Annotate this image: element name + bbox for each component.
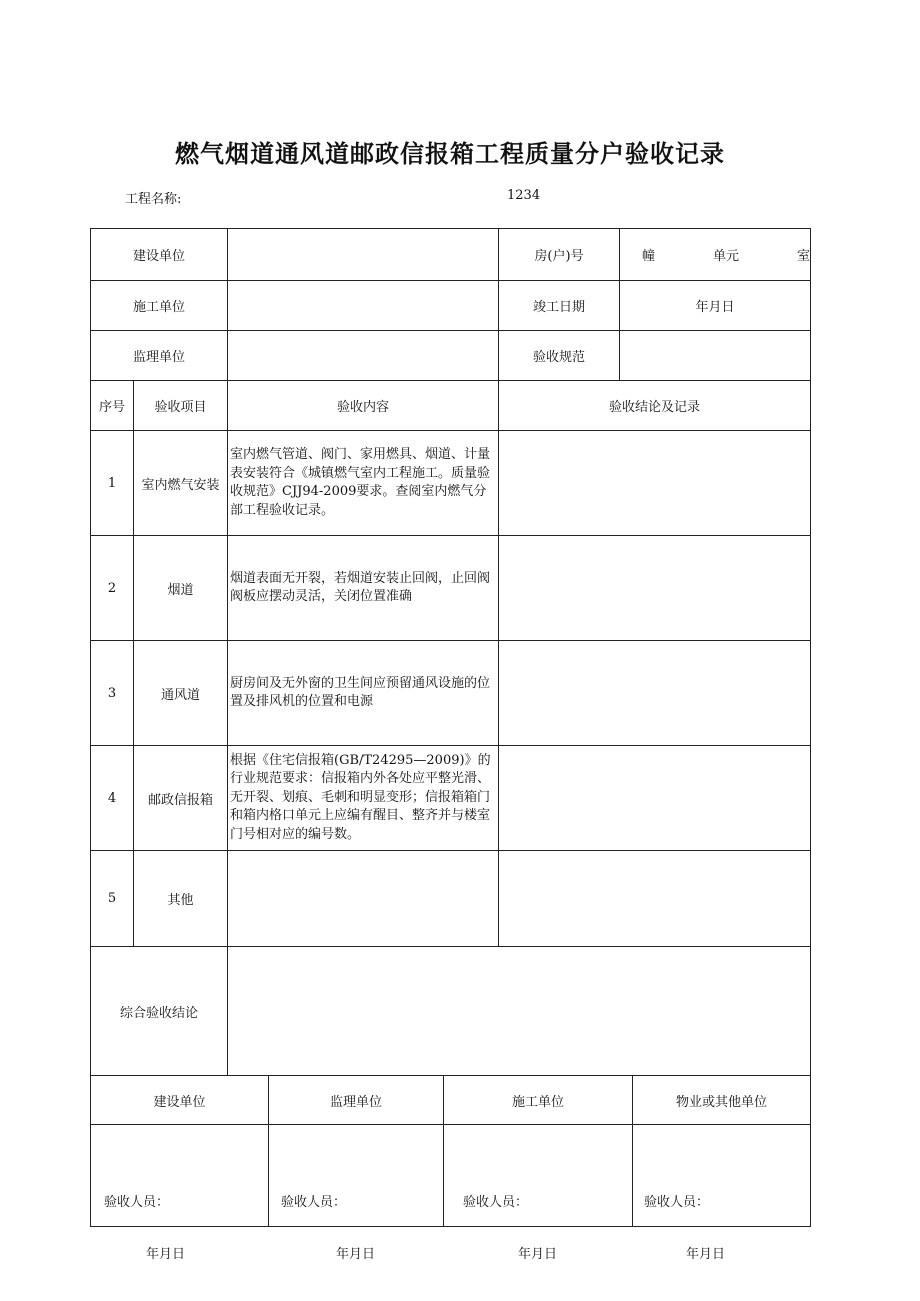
house-no-label: 房(户)号	[534, 249, 584, 264]
supervision-unit-label: 监理单位	[132, 350, 185, 365]
house-no-building: 幢	[642, 249, 656, 264]
sig-person-label: 验收人员：	[104, 1195, 170, 1210]
column-header-conclusion: 验收结论及记录	[608, 400, 700, 415]
row-5-conclusion[interactable]	[499, 851, 810, 946]
completion-date-value[interactable]: 年月日	[695, 300, 735, 315]
build-unit-label: 建设单位	[132, 249, 185, 264]
column-header-content: 验收内容	[336, 400, 389, 415]
sig-unit-build: 建设单位	[153, 1094, 206, 1110]
spec-label: 验收规范	[532, 350, 585, 365]
row-3-content: 厨房间及无外窗的卫生间应预留通风设施的位置及排风机的位置和电源	[230, 675, 491, 709]
row-4-conclusion[interactable]	[499, 746, 810, 850]
sig-unit-property: 物业或其他单位	[675, 1094, 767, 1110]
sig-block-construction[interactable]	[444, 1125, 632, 1262]
column-header-item: 验收项目	[154, 400, 207, 415]
row-3-item: 通风道	[160, 687, 200, 703]
construction-unit-label: 施工单位	[132, 300, 185, 315]
row-2-no: 2	[107, 580, 117, 596]
sig-block-build[interactable]	[91, 1125, 268, 1262]
sig-unit-supervision: 监理单位	[329, 1094, 382, 1110]
row-1-item: 室内燃气安装	[141, 477, 220, 493]
row-4-no: 4	[107, 790, 117, 806]
row-2-conclusion[interactable]	[499, 536, 810, 640]
sig-unit-construction: 施工单位	[511, 1094, 564, 1110]
row-1-conclusion[interactable]	[499, 431, 810, 535]
sig-date-label: 年月日	[686, 1247, 726, 1262]
row-1-content: 室内燃气管道、阀门、家用燃具、烟道、计量表安装符合《城镇燃气室内工程施工。质量验收规范》CJJ94-2009要求。查阅室内燃气分部工程验收记录。	[230, 447, 491, 518]
row-4-item: 邮政信报箱	[147, 792, 213, 808]
row-5-item: 其他	[167, 893, 194, 908]
spec-value[interactable]	[620, 331, 810, 380]
house-no-value[interactable]	[620, 229, 810, 280]
row-1-no: 1	[107, 475, 117, 491]
row-3-conclusion[interactable]	[499, 641, 810, 745]
column-header-no: 序号	[98, 400, 125, 415]
house-no-unit: 单元	[712, 249, 739, 264]
page-title: 燃气烟道通风道邮政信报箱工程质量分户验收记录	[175, 140, 725, 168]
sig-date-label: 年月日	[336, 1247, 376, 1262]
sig-person-label: 验收人员：	[644, 1195, 710, 1210]
construction-unit-value[interactable]	[228, 281, 498, 330]
summary-label: 综合验收结论	[119, 1005, 198, 1021]
sig-person-label: 验收人员：	[463, 1195, 529, 1210]
sig-date-label: 年月日	[146, 1247, 186, 1262]
project-name-label: 工程名称:	[125, 192, 182, 207]
row-4-content: 根据《住宅信报箱(GB/T24295—2009)》的行业规范要求：信报箱内外各处应平整光滑、无开裂、划痕、毛刺和明显变形；信报箱箱门和箱内格口单元上应编有醒目、整齐并与楼室门号相对应的编号数。	[230, 752, 491, 842]
house-no-room: 室	[796, 249, 810, 264]
row-3-no: 3	[107, 685, 117, 701]
sig-block-supervision[interactable]	[269, 1125, 443, 1262]
sig-block-property[interactable]	[633, 1125, 810, 1262]
row-2-content: 烟道表面无开裂，若烟道安装止回阀，止回阀阀板应摆动灵活，关闭位置准确	[230, 570, 491, 604]
completion-date-label: 竣工日期	[532, 300, 585, 315]
project-name-value: 1234	[507, 188, 541, 203]
supervision-unit-value[interactable]	[228, 331, 498, 380]
row-5-content[interactable]	[228, 851, 498, 946]
sig-person-label: 验收人员：	[281, 1195, 347, 1210]
sig-date-label: 年月日	[518, 1247, 558, 1262]
row-2-item: 烟道	[167, 582, 194, 598]
row-5-no: 5	[107, 891, 117, 906]
summary-value[interactable]	[228, 947, 810, 1075]
build-unit-value[interactable]	[228, 229, 498, 280]
